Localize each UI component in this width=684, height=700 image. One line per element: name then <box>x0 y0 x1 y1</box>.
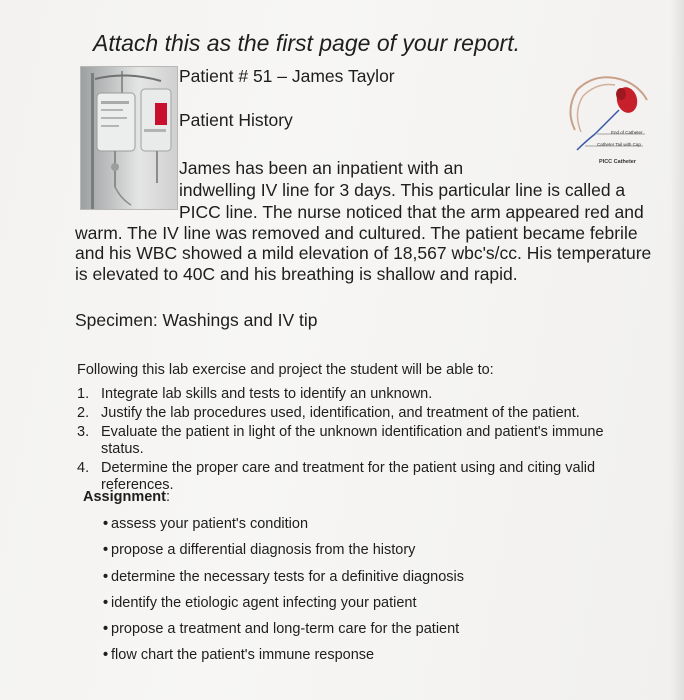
picc-diagram <box>555 70 665 175</box>
bullet: • <box>103 621 109 638</box>
history-line: indwelling IV line for 3 days. This particular line is called a <box>179 180 626 200</box>
assignment-label: Assignment <box>83 489 166 505</box>
assignment-item <box>103 567 464 593</box>
assignment-item <box>103 593 464 619</box>
objective-number: 1. <box>77 386 90 402</box>
bullet: • <box>103 594 109 611</box>
assignment-item <box>103 619 464 645</box>
objective-text: Integrate lab skills and tests to identify an unknown. <box>101 386 433 402</box>
objective-item <box>77 386 637 403</box>
assignment-item-text: assess your patient's condition <box>111 516 309 532</box>
objective-number: 3. <box>77 424 90 440</box>
history-line: James has been an inpatient with an <box>179 158 464 178</box>
page-heading: Attach this as the first page of your report. <box>93 30 520 56</box>
bullet: • <box>103 542 109 559</box>
bullet: • <box>103 516 109 532</box>
history-line: PICC line. The nurse noticed that the arm appeared red and <box>179 202 644 222</box>
figure-label-picc: PICC Catheter <box>599 159 636 165</box>
patient-history-label: Patient History <box>179 110 293 130</box>
assignment-list <box>103 514 464 672</box>
assignment-item-text: determine the necessary tests for a definitive diagnosis <box>111 568 465 585</box>
objective-text: Justify the lab procedures used, identification, and treatment of the patient. <box>101 405 580 421</box>
assignment-item-text: identify the etiologic agent infecting your patient <box>111 594 417 611</box>
bullet: • <box>103 568 109 585</box>
assignment-item-text: flow chart the patient's immune response <box>111 647 375 664</box>
assignment-heading <box>83 489 170 506</box>
assignment-item-text: propose a treatment and long-term care for the patient <box>111 621 460 638</box>
history-line: warm. The IV line was removed and cultured. The patient became febrile <box>75 223 638 243</box>
bullet: • <box>103 647 109 664</box>
assignment-item <box>103 645 464 671</box>
objective-text: Evaluate the patient in light of the unknown identification and patient's immune status. <box>101 424 604 457</box>
page-shadow <box>670 0 684 700</box>
assignment-item <box>103 514 464 540</box>
objective-number: 4. <box>77 460 90 476</box>
history-line: is elevated to 40C and his breathing is shallow and rapid. <box>75 264 518 284</box>
assignment-item <box>103 540 464 566</box>
objectives-intro: Following this lab exercise and project the student will be able to: <box>77 362 494 378</box>
figure-label-tail: Catheter Tail with Cap <box>597 142 641 147</box>
objective-text: Determine the proper care and treatment for the patient using and citing valid references. <box>101 460 596 493</box>
figure-label-end: End of Catheter <box>611 130 643 135</box>
iv-bag-photo <box>80 66 178 210</box>
objective-item <box>77 424 637 458</box>
objectives-list <box>77 386 637 494</box>
patient-title: Patient # 51 – James Taylor <box>179 66 395 86</box>
specimen-line: Specimen: Washings and IV tip <box>75 310 318 330</box>
objective-number: 2. <box>77 405 90 421</box>
objective-item <box>77 405 637 422</box>
assignment-item-text: propose a differential diagnosis from the history <box>111 542 416 559</box>
history-line: and his WBC showed a mild elevation of 18,567 wbc's/cc. His temperature <box>75 243 652 263</box>
assignment-colon: : <box>166 489 171 505</box>
